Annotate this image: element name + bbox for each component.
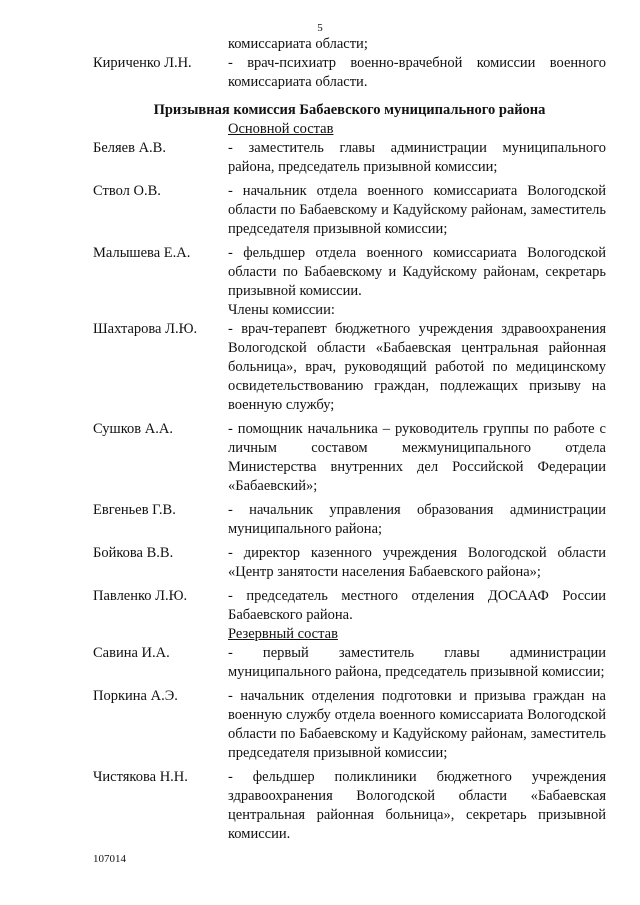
member-row	[93, 420, 606, 496]
member-row	[93, 54, 606, 92]
member-row	[93, 244, 606, 301]
reserve-heading: Резервный состав	[228, 626, 338, 642]
member-name: Павленко Л.Ю.	[93, 588, 188, 604]
member-row	[93, 768, 606, 844]
member-row	[93, 644, 606, 682]
main-members-list	[93, 139, 606, 301]
member-row	[93, 320, 606, 415]
member-role: - врач-психиатр военно-врачебной комиссии военного комиссариата области.	[228, 55, 606, 90]
member-name: Сушков А.А.	[93, 421, 173, 437]
member-name: Шахтарова Л.Ю.	[93, 321, 198, 337]
member-name: Ствол О.В.	[93, 183, 161, 199]
member-role: - первый заместитель главы администрации муниципального района, председатель призывной комиссии;	[228, 645, 606, 680]
member-name: Чистякова Н.Н.	[93, 769, 188, 785]
member-name: Поркина А.Э.	[93, 688, 178, 704]
footer-code: 107014	[93, 853, 126, 865]
member-role: - заместитель главы администрации муниципального района, председатель призывной комиссии;	[228, 140, 606, 175]
member-role: - врач-терапевт бюджетного учреждения здравоохранения Вологодской области «Бабаевская центральная районная больница», врач, руководящий работой по медицинскому освидетельствованию граждан, подлежащих призыву на военную службу;	[228, 321, 606, 413]
member-role: - начальник управления образования администрации муниципального района;	[228, 502, 606, 537]
members-heading: Члены комиссии:	[228, 302, 335, 318]
member-row	[93, 687, 606, 763]
member-role: - фельдшер отдела военного комиссариата Вологодской области по Бабаевскому и Кадуйскому районам, секретарь призывной комиссии.	[228, 245, 606, 299]
member-row	[93, 544, 606, 582]
member-role: - начальник отделения подготовки и призыва граждан на военную службу отдела военного комиссариата Вологодской области по Бабаевскому и Кадуйскому районам, заместитель председателя призывной комиссии;	[228, 688, 606, 761]
document-content	[93, 35, 606, 844]
member-name: Бойкова В.В.	[93, 545, 174, 561]
member-row	[93, 501, 606, 539]
member-name: Малышева Е.А.	[93, 245, 191, 261]
member-row	[93, 182, 606, 239]
member-name: Евгеньев Г.В.	[93, 502, 176, 518]
page-number: 5	[317, 22, 323, 34]
continuation-text: комиссариата области;	[228, 36, 368, 52]
commission-members-list	[93, 320, 606, 625]
member-role: - помощник начальника – руководитель группы по работе с личным составом межмуниципального отдела Министерства внутренних дел Российской Федерации «Бабаевский»;	[228, 421, 606, 494]
member-role: - фельдшер поликлиники бюджетного учреждения здравоохранения Вологодской области «Бабаевская центральная районная больница», секретарь призывной комиссии.	[228, 769, 606, 842]
member-role: - начальник отдела военного комиссариата Вологодской области по Бабаевскому и Кадуйскому районам, заместитель председателя призывной комиссии;	[228, 183, 606, 237]
reserve-members-list	[93, 644, 606, 844]
member-row	[93, 587, 606, 625]
main-heading: Основной состав	[228, 121, 334, 137]
member-name: Савина И.А.	[93, 645, 170, 661]
member-role: - председатель местного отделения ДОСААФ России Бабаевского района.	[228, 588, 606, 623]
member-row	[93, 139, 606, 177]
member-name: Кириченко Л.Н.	[93, 55, 192, 71]
member-role: - директор казенного учреждения Вологодской области «Центр занятости населения Бабаевского района»;	[228, 545, 606, 580]
member-name: Беляев А.В.	[93, 140, 166, 156]
section-title: Призывная комиссия Бабаевского муниципального района	[153, 102, 546, 118]
